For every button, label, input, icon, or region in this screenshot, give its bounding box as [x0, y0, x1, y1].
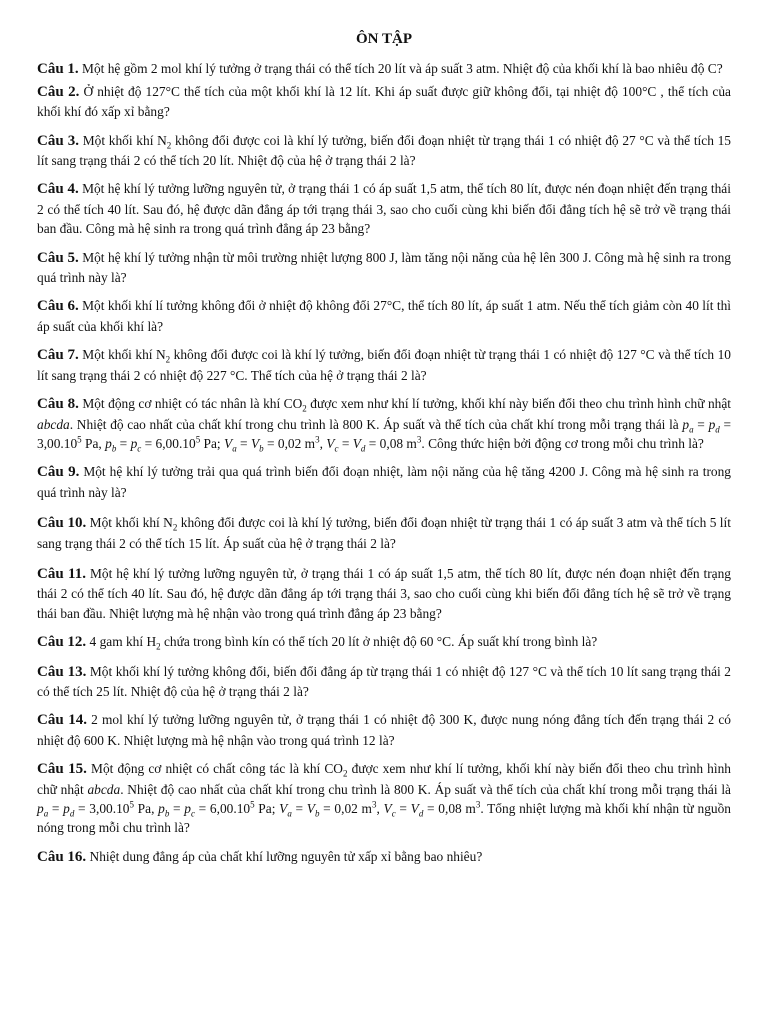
formula-unit: Pa;: [200, 435, 224, 451]
question-text: . Nhiệt độ cao nhất của chất khí trong chu trình là 800 K. Áp suất và thể tích của chất khí trong mỗi trạng thái là: [69, 416, 683, 432]
cycle-name: abcda: [87, 781, 121, 797]
question-text: . Tổng nhiệt lượng mà khối khí nhận từ nguồn nóng trong mỗi chu trình là?: [37, 801, 731, 836]
formula-exp: 5: [250, 799, 255, 810]
formula-value: = 3,00.10: [74, 801, 130, 816]
formula-sub: c: [334, 443, 339, 454]
formula-sub: d: [69, 808, 75, 819]
formula-symbol: V: [250, 435, 260, 451]
formula-symbol: V: [224, 435, 233, 451]
formula-symbol: V: [383, 801, 392, 816]
question-text: Công thức hiện bởi động cơ trong mỗi chu trình là?: [428, 435, 704, 451]
question-7: [37, 345, 731, 385]
question-label: Câu 1.: [37, 61, 79, 78]
formula-symbol: p: [63, 801, 70, 816]
question-text: không đổi được coi là khí lý tưởng, biến đổi đoạn nhiệt từ trạng thái 1 có áp suất 3 atm và thể tích 5 lít sang trạng thái 2 có thể tích 15 lít. Áp suất của hệ ở trạng thái 2 là?: [37, 515, 731, 551]
question-label: Câu 10.: [37, 515, 87, 532]
formula-sub: a: [232, 443, 237, 454]
question-13: [37, 662, 731, 702]
formula-symbol: V: [326, 435, 335, 451]
question-label: Câu 7.: [37, 347, 79, 364]
formula-unit: Pa,: [81, 435, 106, 451]
formula-value: = 6,00.10: [194, 801, 251, 816]
question-label: Câu 16.: [37, 848, 87, 865]
formula-eq: =: [116, 435, 131, 451]
question-text: Một hệ khí lý tưởng nhận từ môi trường nhiệt lượng 800 J, làm tăng nội năng của hệ lên 300 J. Công mà hệ sinh ra trong quá trình này là?: [37, 249, 731, 286]
formula-value: = 0,08 m: [423, 801, 476, 816]
formula-exp: 3: [475, 799, 481, 810]
formula-eq: =: [236, 435, 251, 451]
question-text: Một hệ khí lý tưởng lưỡng nguyên tử, ở trạng thái 1 có áp suất 1,5 atm, thể tích 80 lít, được nén đoạn nhiệt đến trạng thái 2 có thể tích 40 lít. Sau đó, hệ được dãn đẳng áp tới trạng thái 3, sao cho cuối cùng khi biến đổi đẳng tích hệ sẽ trở về trạng thái ban đầu. Nhiệt lượng mà hệ nhận vào trong quá trình đẳng áp 23 bằng?: [37, 565, 732, 621]
question-5: [37, 248, 731, 288]
question-text: 2 mol khí lý tưởng lưỡng nguyên tử, ở trạng thái 1 có nhiệt độ 300 K, được nung nóng đẳng tích đến trạng thái 2 có nhiệt độ 600 K. Nhiệt lượng mà hệ nhận vào trong quá trình 12 là?: [37, 712, 731, 748]
formula-eq: =: [48, 801, 64, 816]
question-14: [37, 710, 731, 750]
formula-exp: 3: [315, 434, 320, 445]
formula-sub: d: [418, 808, 424, 819]
question-text: Nhiệt dung đẳng áp của chất khí lưỡng nguyên tử xấp xỉ bằng bao nhiêu?: [89, 848, 483, 864]
formula-sub: c: [190, 808, 195, 819]
question-2: [37, 82, 731, 122]
question-4: [37, 179, 731, 238]
formula-value: = 0,08 m: [365, 435, 417, 451]
formula-value: = 0,02 m: [319, 801, 372, 816]
formula-sub: c: [137, 443, 142, 454]
question-text: Một hệ gồm 2 mol khí lý tưởng ở trạng thái có thể tích 20 lít và áp suất 3 atm. Nhiệt độ của khối khí là bao nhiêu độ C?: [82, 61, 723, 77]
formula-eq: =: [291, 801, 307, 816]
formula-exp: 5: [129, 799, 134, 810]
formula-eq: =: [169, 801, 185, 816]
formula-sub: c: [391, 808, 396, 819]
question-3: [37, 131, 731, 171]
cycle-name: abcda: [37, 416, 70, 432]
question-label: Câu 14.: [37, 712, 87, 729]
question-text: 4 gam khí H: [89, 634, 157, 650]
formula-exp: 3: [416, 434, 422, 445]
formula-symbol: p: [682, 416, 690, 432]
formula-sub: b: [314, 808, 320, 819]
formula-sub: d: [360, 443, 366, 454]
question-label: Câu 11.: [37, 565, 86, 582]
subscript: 2: [165, 354, 171, 365]
question-1: [37, 59, 731, 79]
formula-value: = 3,00.10: [37, 416, 732, 451]
formula-unit: Pa;: [254, 801, 280, 816]
formula-unit: Pa,: [133, 801, 159, 816]
subscript: 2: [302, 403, 307, 414]
formula-exp: 5: [77, 434, 82, 445]
formula-end: .: [421, 435, 425, 451]
question-text: chứa trong bình kín có thể tích 20 lít ở nhiệt độ 60 °C. Áp suất khí trong bình là?: [160, 634, 598, 650]
formula-exp: 3: [371, 799, 377, 810]
question-text: được xem như khí lí tưởng, khối khí này biến đổi theo chu trình hình chữ nhật: [306, 396, 731, 412]
question-16: [37, 847, 731, 867]
question-text: Một hệ khí lý tưởng lưỡng nguyên tử, ở trạng thái 1 có áp suất 1,5 atm, thể tích 80 lít, được nén đoạn nhiệt đến trạng thái 2 có thể tích 40 lít. Sau đó, hệ được dãn đẳng áp tới trạng thái 3, sao cho cuối cùng khi biến đổi đẳng tích hệ sẽ trở về trạng thái ban đầu. Công mà hệ sinh ra trong quá trình đẳng áp 23 bằng?: [37, 181, 731, 237]
question-label: Câu 4.: [37, 181, 79, 198]
question-label: Câu 2.: [37, 83, 80, 100]
question-12: [37, 632, 731, 652]
question-text: Ở nhiệt độ 127°C thể tích của một khối khí là 12 lít. Khi áp suất được giữ không đổi, tại nhiệt độ 100°C , thể tích của khối khí đó xấp xỉ bằng?: [37, 83, 731, 120]
question-11: [37, 564, 731, 623]
formula-value: = 6,00.10: [141, 435, 196, 451]
question-text: Một khối khí N: [89, 515, 173, 531]
question-label: Câu 9.: [37, 464, 80, 481]
formula-sub: d: [715, 424, 720, 435]
formula-sub: a: [689, 424, 694, 435]
question-text: được xem như khí lí tưởng, khối khí này biến đổi theo chu trình hình chữ nhật: [37, 761, 731, 797]
formula-sub: a: [287, 808, 292, 819]
question-text: Một khối khí lí tưởng không đổi ở nhiệt độ không đổi 27°C, thể tích 80 lít, áp suất 1 atm. Nếu thể tích giảm còn 40 lít thì áp suất của khối khí là?: [37, 298, 731, 334]
formula-eq: =: [395, 801, 411, 816]
formula-symbol: V: [410, 801, 419, 816]
question-6: [37, 296, 731, 336]
formula-eq: =: [693, 416, 709, 432]
question-label: Câu 3.: [37, 132, 80, 149]
formula-sub: b: [164, 808, 170, 819]
formula-sub: b: [111, 443, 117, 454]
formula-symbol: V: [306, 801, 315, 816]
subscript: 2: [166, 140, 172, 151]
question-label: Câu 6.: [37, 298, 79, 315]
question-text: không đổi được coi là khí lý tưởng, biến đổi đoạn nhiệt từ trạng thái 1 có nhiệt độ 27 °C và thể tích 15 lít sang trạng thái 2 có thể tích 20 lít. Nhiệt độ của hệ ở trạng thái 2 là?: [37, 132, 732, 169]
subscript: 2: [156, 641, 161, 652]
formula-symbol: V: [279, 801, 288, 816]
question-text: Một khối khí N: [82, 132, 167, 148]
formula-symbol: p: [158, 801, 165, 816]
formula-exp: 5: [195, 434, 201, 445]
subscript: 2: [342, 768, 348, 779]
formula-symbol: p: [708, 416, 716, 432]
question-15: [37, 759, 731, 838]
question-label: Câu 15.: [37, 761, 87, 778]
formula-sep: ,: [319, 435, 327, 451]
formula-symbol: p: [184, 801, 191, 816]
question-text: Một hệ khí lý tưởng trải qua quá trình biến đổi đoạn nhiệt, làm nội năng của hệ tăng 4200 J. Công mà hệ sinh ra trong quá trình này là?: [37, 464, 731, 500]
page-title: ÔN TẬP: [356, 31, 412, 47]
formula-eq: =: [338, 435, 353, 451]
question-label: Câu 12.: [37, 634, 87, 651]
question-9: [37, 462, 731, 502]
question-text: không đổi được coi là khí lý tưởng, biến đổi đoạn nhiệt từ trạng thái 1 có nhiệt độ 127 °C và thể tích 10 lít sang trạng thái 2 có nhiệt độ 227 °C. Thể tích của hệ ở trạng thái 2 là?: [37, 347, 731, 383]
question-label: Câu 13.: [37, 663, 87, 680]
question-label: Câu 8.: [37, 396, 79, 413]
formula-sub: b: [259, 443, 264, 454]
question-8: [37, 394, 731, 453]
formula-value: = 0,02 m: [263, 435, 316, 451]
question-label: Câu 5.: [37, 249, 79, 266]
formula-sep: ,: [376, 801, 384, 816]
formula-symbol: p: [105, 435, 112, 451]
question-text: Một động cơ nhiệt có tác nhân là khí CO: [82, 396, 303, 412]
question-text: . Nhiệt độ cao nhất của chất khí trong chu trình là 800 K. Áp suất và thể tích của chất khí trong mỗi trạng thái là: [120, 781, 731, 797]
formula-sub: a: [43, 808, 49, 819]
question-text: Một động cơ nhiệt có chất công tác là khí CO: [91, 761, 343, 777]
question-10: [37, 513, 731, 553]
subscript: 2: [172, 522, 178, 533]
formula-symbol: p: [37, 801, 44, 816]
formula-symbol: p: [130, 435, 138, 451]
formula-symbol: V: [352, 435, 361, 451]
question-text: Một khối khí N: [82, 347, 166, 363]
question-text: Một khối khí lý tưởng không đổi, biến đổi đẳng áp từ trạng thái 1 có nhiệt độ 127 °C và thể tích 10 lít sang trạng thái 2 có thể tích 25 lít. Nhiệt độ của hệ ở trạng thái 2 là?: [37, 663, 731, 699]
